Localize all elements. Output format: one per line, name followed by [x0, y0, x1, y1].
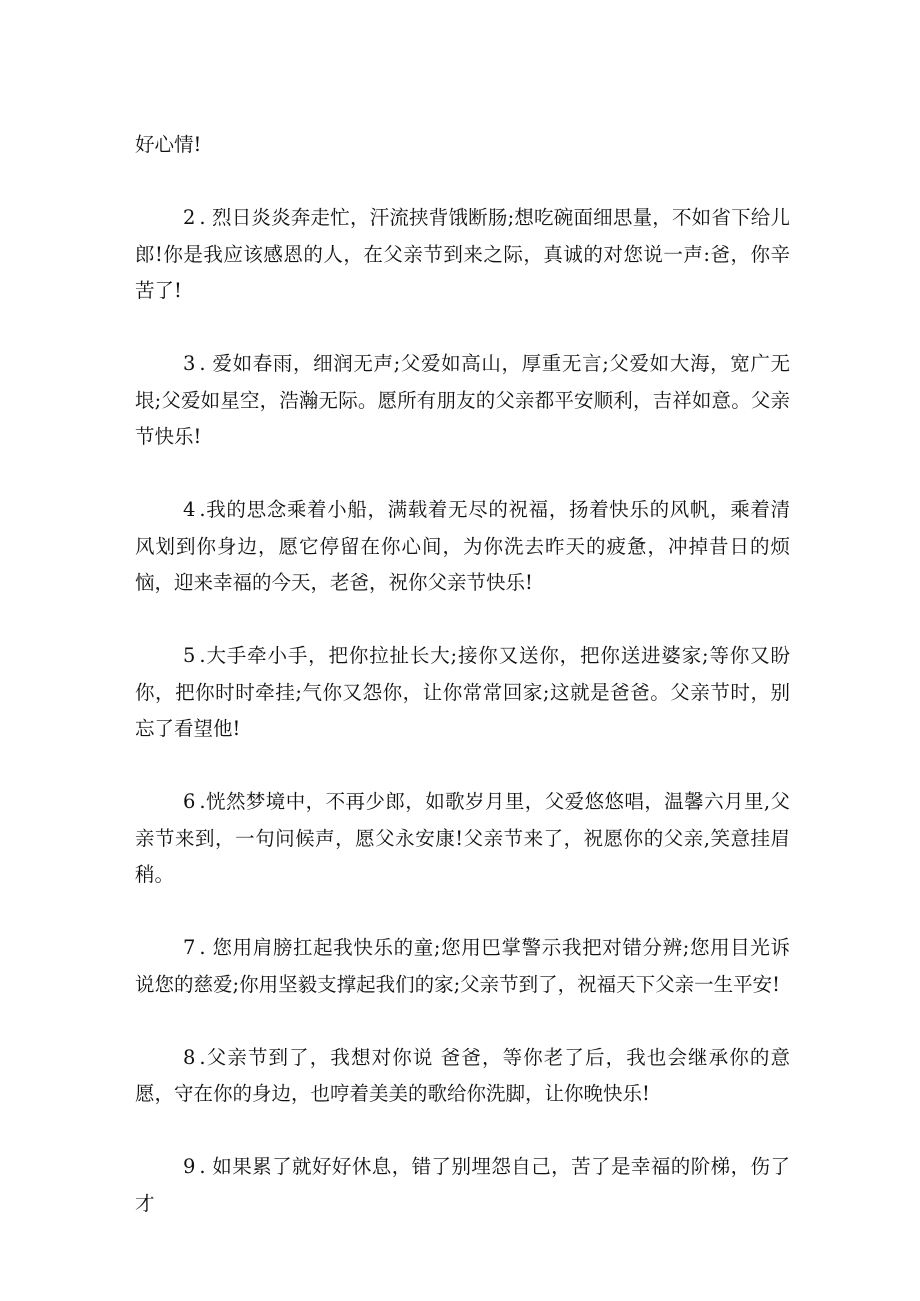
list-item [135, 930, 790, 1003]
item-number: 4 [183, 498, 196, 521]
paragraph-continuation [135, 127, 790, 164]
item-text: . 您用肩膀扛起我快乐的童;您用巴掌警示我把对错分辨;您用目光诉说您的慈爱;你用坚毅支撑起我们的家;父亲节到了，祝福天下父亲一生平安! [135, 936, 790, 996]
item-text: .恍然梦境中，不再少郎，如歌岁月里，父爱悠悠唱，温馨六月里,父亲节来到，一句问候声，愿父永安康!父亲节来了，祝愿你的父亲,笑意挂眉稍。 [135, 790, 790, 886]
item-number: 7 [183, 936, 196, 959]
list-item [135, 1040, 790, 1113]
item-number: 3 [183, 352, 196, 375]
item-text: .父亲节到了，我想对你说 爸爸，等你老了后，我也会继承你的意愿，守在你的身边，也哼着美美的歌给你洗脚，让你晚快乐! [135, 1045, 790, 1105]
item-number: 5 [183, 644, 196, 667]
item-text: .大手牵小手，把你拉扯长大;接你又送你，把你送进婆家;等你又盼你，把你时时牵挂;气你又怨你，让你常常回家;这就是爸爸。父亲节时，别忘了看望他! [135, 644, 790, 740]
item-number: 9 [183, 1155, 196, 1178]
item-text: . 爱如春雨，细润无声;父爱如高山，厚重无言;父爱如大海，宽广无垠;父爱如星空，浩瀚无际。愿所有朋友的父亲都平安顺利，吉祥如意。父亲节快乐! [135, 352, 790, 448]
document-body [135, 127, 790, 1259]
paragraph-text: 好心情! [135, 133, 202, 156]
list-item [135, 1149, 790, 1222]
list-item [135, 346, 790, 456]
list-item [135, 784, 790, 894]
item-number: 2 [183, 206, 196, 229]
item-number: 6 [183, 790, 196, 813]
item-text: . 烈日炎炎奔走忙，汗流挟背饿断肠;想吃碗面细思量，不如省下给儿郎!你是我应该感恩的人，在父亲节到来之际，真诚的对您说一声:爸，你辛苦了! [135, 206, 790, 302]
item-text: . 如果累了就好好休息，错了别埋怨自己，苦了是幸福的阶梯，伤了才 [135, 1155, 790, 1215]
list-item [135, 638, 790, 748]
list-item [135, 492, 790, 602]
item-text: .我的思念乘着小船，满载着无尽的祝福，扬着快乐的风帆，乘着清风划到你身边，愿它停留在你心间，为你洗去昨天的疲惫，冲掉昔日的烦恼，迎来幸福的今天，老爸，祝你父亲节快乐! [135, 498, 790, 594]
list-item [135, 200, 790, 310]
item-number: 8 [183, 1045, 196, 1069]
